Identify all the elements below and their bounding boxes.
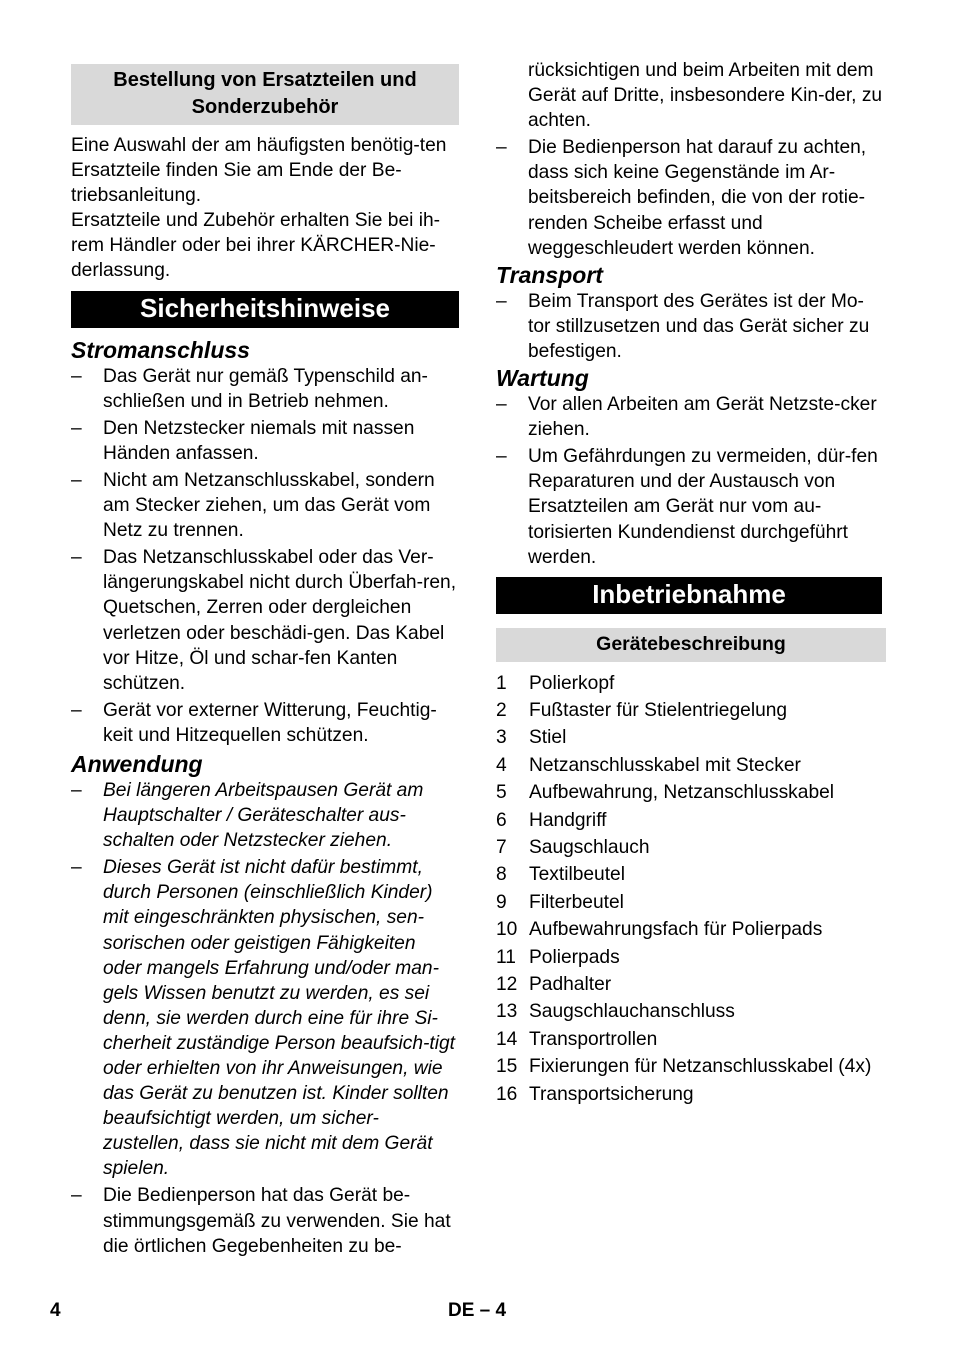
list-item-text: Dieses Gerät ist nicht dafür bestimmt, durch Personen (einschließlich Kinder) mit eingeschränkten physischen, sen-sorischen oder geistigen Fähigkeiten oder mangels Erfahrung und/oder man-gels Wissen benutzt zu werden, es sei denn, sie werden durch eine für ihre Si-cherheit zuständige Person beaufsich-tigt oder erhielten von ihr Anweisungen, wie das Gerät zu benutzen ist. Kinder sollten beaufsichtigt werden, um sicher-zustellen, dass sie nicht mit dem Gerät spielen. bbox=[103, 857, 455, 1180]
power-heading: Stromanschluss bbox=[71, 336, 250, 363]
part-label: Filterbeutel bbox=[529, 891, 624, 913]
part-number: 12 bbox=[496, 973, 518, 995]
dash-marker: – bbox=[71, 779, 82, 801]
part-number: 16 bbox=[496, 1083, 518, 1105]
dash-marker: – bbox=[496, 137, 507, 159]
list-item bbox=[496, 444, 886, 569]
use-list-continued bbox=[496, 135, 886, 260]
part-item bbox=[496, 808, 886, 833]
transport-list bbox=[496, 289, 886, 364]
list-item bbox=[71, 545, 459, 696]
right-column bbox=[496, 0, 886, 1109]
left-column bbox=[71, 0, 459, 1261]
list-item-text: Um Gefährdungen zu vermeiden, dür-fen Reparaturen und der Austausch von Ersatzteilen am Gerät nur vom au-torisierten Kundendienst durchgeführt werden. bbox=[528, 446, 878, 568]
list-item bbox=[71, 778, 459, 853]
part-item bbox=[496, 1054, 886, 1079]
part-number: 15 bbox=[496, 1056, 518, 1078]
part-number: 7 bbox=[496, 837, 507, 859]
part-item bbox=[496, 780, 886, 805]
part-number: 9 bbox=[496, 891, 507, 913]
order-text-2: Ersatzteile und Zubehör erhalten Sie bei ih-rem Händler oder bei ihrer KÄRCHER-Nie-derlassung. bbox=[71, 210, 441, 282]
part-item bbox=[496, 890, 886, 915]
maintenance-list bbox=[496, 392, 886, 570]
list-item-text: Beim Transport des Gerätes ist der Mo-tor stillzusetzen und das Gerät sicher zu befestigen. bbox=[528, 290, 870, 362]
part-item bbox=[496, 835, 886, 860]
part-label: Saugschlauchanschluss bbox=[529, 1001, 735, 1023]
list-item-text: Das Netzanschlusskabel oder das Ver-längerungskabel nicht durch Überfah-ren, Quetschen, Zerren oder dergleichen verletzen oder beschädi-gen. Das Kabel vor Hitze, Öl und schar-fen Kanten schützen. bbox=[103, 547, 457, 694]
part-number: 3 bbox=[496, 727, 507, 749]
part-label: Transportsicherung bbox=[529, 1083, 694, 1105]
list-item bbox=[496, 135, 886, 260]
part-label: Polierkopf bbox=[529, 672, 615, 694]
list-item-text: Bei längeren Arbeitspausen Gerät am Hauptschalter / Geräteschalter aus-schalten oder Netzstecker ziehen. bbox=[103, 779, 424, 852]
list-item-text: Den Netzstecker niemals mit nassen Händen anfassen. bbox=[103, 417, 415, 464]
part-number: 14 bbox=[496, 1028, 518, 1050]
list-item bbox=[71, 855, 459, 1181]
order-text-1: Eine Auswahl der am häufigsten benötig-ten Ersatzteile finden Sie am Ende der Be-triebsanleitung. bbox=[71, 135, 447, 207]
dash-marker: – bbox=[71, 417, 82, 439]
list-item bbox=[71, 698, 459, 748]
part-item bbox=[496, 1082, 886, 1107]
part-label: Netzanschlusskabel mit Stecker bbox=[529, 754, 801, 776]
dash-marker: – bbox=[71, 547, 82, 569]
dash-marker: – bbox=[71, 699, 82, 721]
part-label: Handgriff bbox=[529, 809, 607, 831]
part-number: 13 bbox=[496, 1001, 518, 1023]
part-number: 11 bbox=[496, 946, 516, 968]
list-item bbox=[496, 289, 886, 364]
part-item bbox=[496, 999, 886, 1024]
part-label: Aufbewahrungsfach für Polierpads bbox=[529, 919, 823, 941]
parts-list bbox=[496, 671, 886, 1107]
dash-marker: – bbox=[71, 365, 82, 387]
part-item bbox=[496, 671, 886, 696]
list-item-text: Gerät vor externer Witterung, Feuchtig-keit und Hitzequellen schützen. bbox=[103, 699, 437, 746]
use-list bbox=[71, 1183, 459, 1258]
part-label: Polierpads bbox=[529, 946, 620, 968]
list-item bbox=[71, 1183, 459, 1258]
list-item-text: Nicht am Netzanschlusskabel, sondern am Stecker ziehen, um das Gerät vom Netz zu trennen. bbox=[103, 469, 435, 542]
part-number: 2 bbox=[496, 700, 507, 722]
transport-heading: Transport bbox=[496, 261, 603, 288]
part-label: Transportrollen bbox=[529, 1028, 658, 1050]
dash-marker: – bbox=[71, 469, 82, 491]
list-item-text: Das Gerät nur gemäß Typenschild an-schließen und in Betrieb nehmen. bbox=[103, 365, 428, 412]
part-label: Padhalter bbox=[529, 973, 612, 995]
dash-marker: – bbox=[496, 394, 507, 416]
part-item bbox=[496, 862, 886, 887]
startup-heading: Inbetriebnahme bbox=[496, 577, 882, 614]
part-item bbox=[496, 945, 886, 970]
dash-marker: – bbox=[71, 857, 82, 879]
part-label: Saugschlauch bbox=[529, 837, 650, 859]
part-label: Textilbeutel bbox=[529, 864, 625, 886]
continued-text: rücksichtigen und beim Arbeiten mit dem Gerät auf Dritte, insbesondere Kin-der, zu achten. bbox=[528, 60, 883, 132]
description-heading: Gerätebeschreibung bbox=[496, 628, 886, 662]
list-item bbox=[71, 468, 459, 543]
part-item bbox=[496, 698, 886, 723]
part-number: 6 bbox=[496, 809, 507, 831]
safety-heading: Sicherheitshinweise bbox=[71, 291, 459, 328]
part-item bbox=[496, 725, 886, 750]
power-list bbox=[71, 364, 459, 748]
part-number: 8 bbox=[496, 864, 507, 886]
part-number: 4 bbox=[496, 754, 507, 776]
part-item bbox=[496, 917, 886, 942]
use-heading: Anwendung bbox=[71, 750, 203, 777]
list-item-text: Die Bedienperson hat das Gerät be-stimmungsgemäß zu verwenden. Sie hat die örtlichen Gegebenheiten zu be- bbox=[103, 1185, 451, 1257]
maintenance-heading: Wartung bbox=[496, 365, 589, 392]
order-heading: Bestellung von Ersatzteilen und Sonderzubehör bbox=[71, 64, 459, 125]
list-item-text: Vor allen Arbeiten am Gerät Netzste-cker ziehen. bbox=[528, 394, 877, 441]
part-item bbox=[496, 1027, 886, 1052]
use-list-italic bbox=[71, 778, 459, 1182]
dash-marker: – bbox=[496, 290, 507, 312]
part-label: Fixierungen für Netzanschlusskabel (4x) bbox=[529, 1056, 872, 1078]
list-item bbox=[71, 364, 459, 414]
list-item bbox=[71, 416, 459, 466]
dash-marker: – bbox=[71, 1185, 82, 1207]
part-label: Aufbewahrung, Netzanschlusskabel bbox=[529, 782, 835, 804]
part-number: 1 bbox=[496, 672, 507, 694]
part-item bbox=[496, 972, 886, 997]
list-item-text: Die Bedienperson hat darauf zu achten, dass sich keine Gegenstände im Ar-beitsbereich befinden, die von der rotie-renden Scheibe erfasst und weggeschleudert werden können. bbox=[528, 137, 867, 259]
page-number: 4 bbox=[50, 1300, 61, 1321]
dash-marker: – bbox=[496, 446, 507, 468]
part-number: 10 bbox=[496, 919, 518, 941]
list-item bbox=[496, 392, 886, 442]
part-label: Stiel bbox=[529, 727, 567, 749]
part-item bbox=[496, 753, 886, 778]
part-number: 5 bbox=[496, 782, 507, 804]
part-label: Fußtaster für Stielentriegelung bbox=[529, 700, 788, 722]
footer-language-page: DE – 4 bbox=[448, 1300, 507, 1321]
